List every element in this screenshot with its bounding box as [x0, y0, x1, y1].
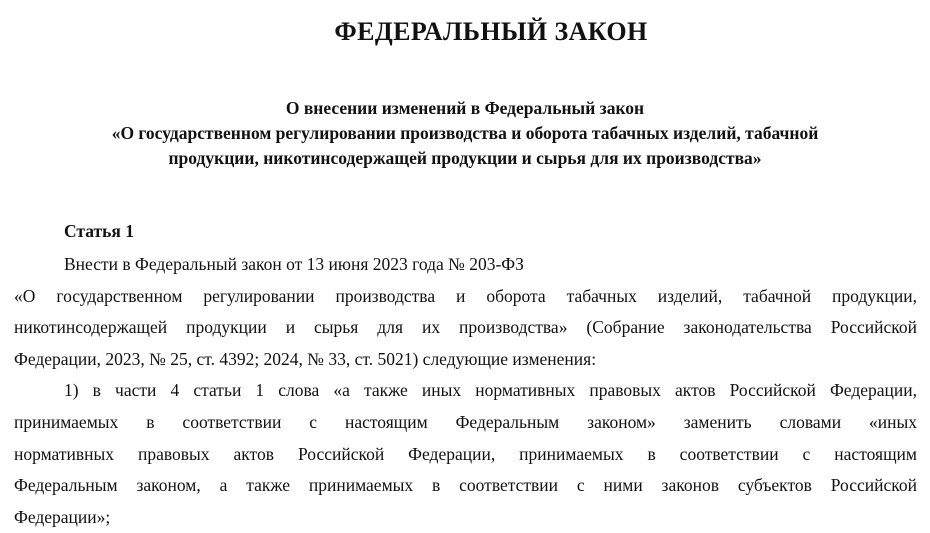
- body-line: Федерации»;: [14, 506, 111, 527]
- subtitle-line: продукции, никотинсодержащей продукции и сырья для их производства»: [168, 148, 762, 168]
- subtitle-line: О внесении изменений в Федеральный закон: [285, 98, 645, 118]
- article-heading: Статья 1: [64, 221, 134, 241]
- body-line: принимаемых в соответствии с настоящим Федеральным законом» заменить словами «иных: [14, 411, 917, 432]
- body-line: Внести в Федеральный закон от 13 июня 2023 года № 203-ФЗ: [64, 254, 524, 274]
- body-line: никотинсодержащей продукции и сырья для их производства» (Собрание законодательства Российской: [14, 317, 917, 338]
- body-line: Федерации, 2023, № 25, ст. 4392; 2024, № 33, ст. 5021) следующие изменения:: [14, 348, 597, 369]
- body-line: 1) в части 4 статьи 1 слова «а также иных нормативных правовых актов Российской Федерации,: [64, 380, 917, 401]
- body-line: нормативных правовых актов Российской Федерации, принимаемых в соответствии с настоящим: [14, 443, 917, 464]
- subtitle-line: «О государственном регулировании производства и оборота табачных изделий, табачной: [111, 123, 819, 143]
- document-title: ФЕДЕРАЛЬНЫЙ ЗАКОН: [334, 17, 648, 46]
- body-line: Федеральным законом, а также принимаемых в соответствии с ними законов субъектов Российской: [14, 475, 917, 496]
- body-line: «О государственном регулировании производства и оборота табачных изделий, табачной продукции,: [14, 285, 917, 306]
- document-subtitle: [0, 96, 930, 171]
- article-body: [14, 249, 917, 533]
